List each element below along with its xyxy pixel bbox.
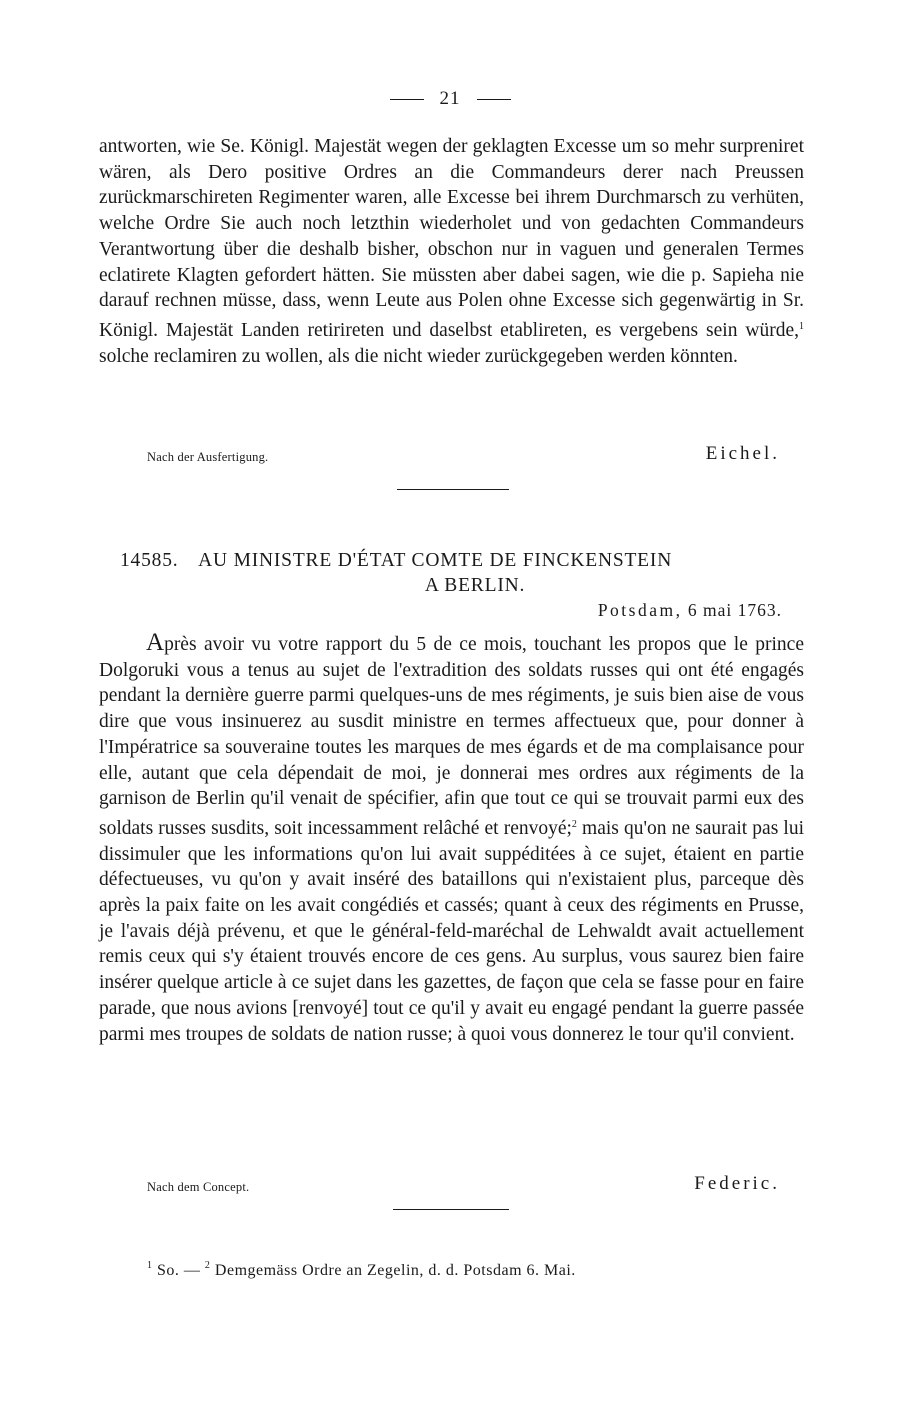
footnote-1-mark: 1 (147, 1260, 153, 1271)
dateline-place: Potsdam, (597, 600, 683, 620)
footnote-marker-2: 2 (571, 818, 577, 830)
previous-letter-body (99, 134, 804, 369)
letter-title-line-1: AU MINISTRE D'ÉTAT COMTE DE FINCKENSTEIN (198, 550, 673, 571)
letter-title-line-2: A BERLIN. (424, 575, 526, 596)
previous-letter-text-end: solche reclamiren zu wollen, als die nicht wieder zurückgegeben werden könnten. (99, 345, 738, 367)
letter-number: 14585. (120, 550, 179, 571)
footnotes (147, 1260, 576, 1280)
footnote-1-text: So. — (152, 1262, 205, 1279)
letter-body-text-1: près avoir vu votre rapport du 5 de ce mois, touchant les propos que le prince Dolgoruki vous a tenus au sujet de l'extradition des soldats russes qui ont été engagés pendant la dernière guerre parmi quelques-uns de mes régiments, je suis bien aise de vous dire que vous insinuerez au susdit ministre en termes affectueux que, pour donner à l'Impératrice sa souveraine toutes les marques de mes égards et de ma complaisance pour elle, autant que cela dépendait de moi, je donnerai mes ordres aux régiments de la garnison de Berlin qu'il venait de spécifier, afin que tout ce qui se trouvait parmi eux des soldats russes susdits, soit incessamment relâché et renvoyé; (99, 634, 804, 839)
footnote-marker-1: 1 (799, 320, 804, 332)
letter-heading (120, 548, 800, 598)
page-header (0, 88, 900, 110)
footnote-2-mark: 2 (204, 1260, 211, 1271)
header-dash-right (477, 99, 511, 100)
previous-letter-source-note: Nach der Ausfertigung. (147, 450, 269, 464)
previous-letter-signature: Eichel. (705, 443, 780, 464)
letter-source-note: Nach dem Concept. (147, 1180, 250, 1194)
letter-body (99, 630, 804, 1047)
dateline-date: 6 mai 1763. (687, 600, 782, 620)
dateline (598, 600, 782, 621)
drop-cap: A (146, 629, 165, 656)
previous-letter-text: antworten, wie Se. Königl. Majestät wegen der geklagten Excesse um so mehr surpreniret wären, als Dero positive Ordres an die Commandeurs derer nach Preussen zurückmarschireten Regimenter waren, alle Excesse bei ihrem Durchmarsch zu verhüten, welche Ordre Sie auch noch letzthin wiederholet und von gedachten Commandeurs Verantwortung über die deshalb bisher, obschon nur in vaguen und generalen Termes eclatirete Klagten gefordert hätten. Sie müssten aber dabei sagen, wie die p. Sapieha nie darauf rechnen müsse, dass, wenn Leute aus Polen ohne Excesse sich gegenwärtig in Sr. Königl. Majestät Landen retirireten und daselbst etablireten, es vergebens sein würde, (99, 136, 804, 341)
section-separator (397, 489, 509, 490)
letter-signature: Federic. (694, 1173, 780, 1194)
footnote-separator (393, 1209, 509, 1210)
letter-body-text-2: mais qu'on ne saurait pas lui dissimuler que les informations qu'on lui avait suppéditées à ce sujet, étaient en partie défectueuses, vu qu'on y avait inséré des bataillons qui n'existaient plus, parceque dès après la paix faite on les avait congédiés et cassés; quant à ceux des régiments en Prusse, je l'avais déjà prévenu, et que le général-feld-maréchal de Lehwaldt avait actuellement remis ceux qui s'y étaient trouvés encore de ces gens. Au surplus, vous saurez bien faire insérer quelque article à ce sujet dans les gazettes, de façon que cela se fasse pour en faire parade, que nous avions [renvoyé] tout ce qu'il y avait eu engagé pendant la guerre passée parmi mes troupes de soldats de nation russe; à quoi vous donnerez le tour qu'il convient. (99, 817, 804, 1045)
header-dash-left (390, 99, 424, 100)
footnote-2-text: Demgemäss Ordre an Zegelin, d. d. Potsdam 6. Mai. (210, 1262, 576, 1279)
page-number: 21 (439, 88, 461, 109)
